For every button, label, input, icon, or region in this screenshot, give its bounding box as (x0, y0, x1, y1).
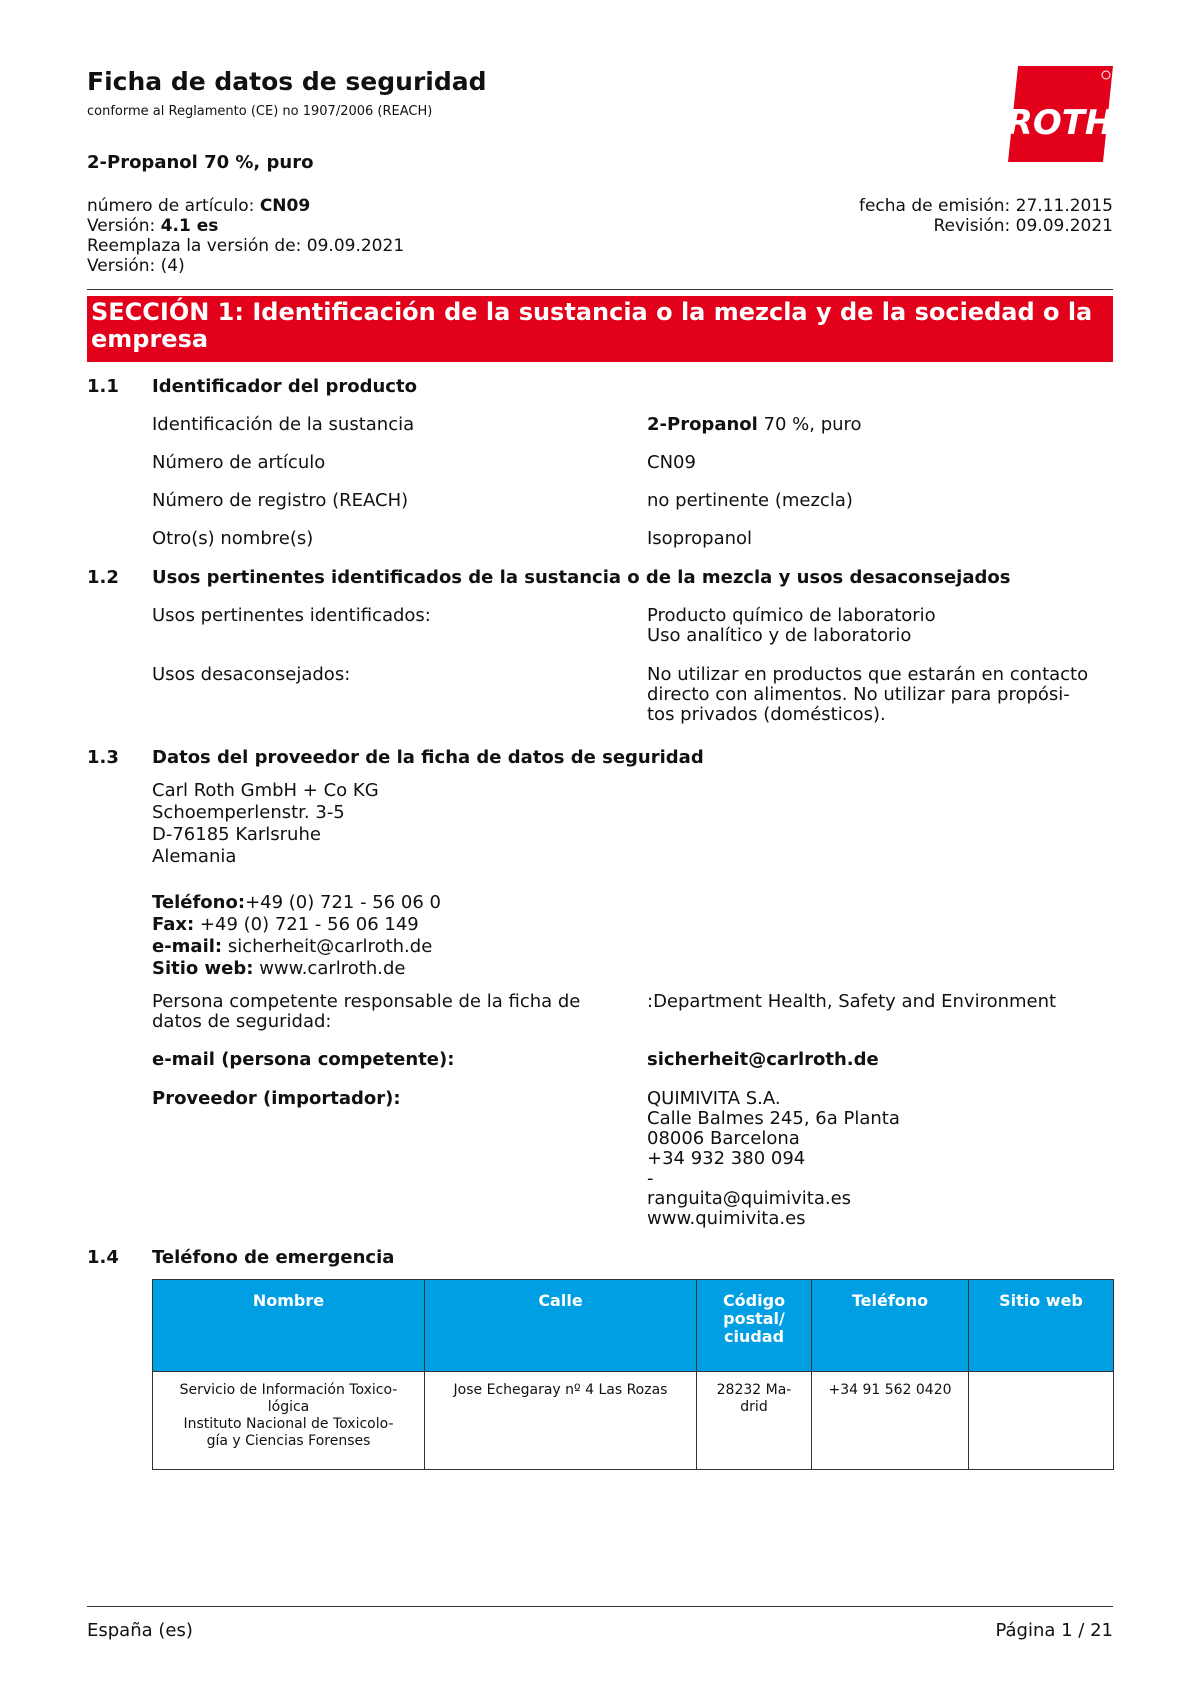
field-value: no pertinente (mezcla) (647, 490, 853, 511)
subsection-title: Usos pertinentes identificados de la sustancia o de la mezcla y usos desaconsejados (152, 567, 1011, 588)
cell-line: 28232 Ma- (716, 1382, 792, 1398)
subsection-title: Teléfono de emergencia (152, 1247, 395, 1268)
article-value: CN09 (259, 196, 311, 216)
uses-value (647, 606, 1117, 646)
misuse-line: No utilizar en productos que estarán en contacto (647, 664, 1089, 685)
substance-name: 2-Propanol (647, 414, 758, 435)
label-line: Persona competente responsable de la ficha de (152, 991, 581, 1012)
roth-logo (1008, 66, 1113, 162)
column-header: Nombre (153, 1280, 425, 1372)
uses-label: Usos pertinentes identificados: (152, 605, 431, 626)
field-label: Número de artículo (152, 452, 326, 473)
subsection-title: Datos del proveedor de la ficha de datos de seguridad (152, 747, 704, 768)
document-meta-right (859, 196, 1113, 236)
header-divider (87, 289, 1113, 290)
street: Schoemperlenstr. 3-5 (152, 802, 345, 823)
importer-line: +34 932 380 094 (647, 1148, 806, 1169)
table-cell-phone: +34 91 562 0420 (812, 1372, 969, 1470)
old-version: Versión: (4) (87, 256, 185, 276)
column-header: Código postal/ ciudad (697, 1280, 812, 1372)
email-competent-value[interactable]: sicherheit@carlroth.de (647, 1049, 879, 1070)
document-title: Ficha de datos de seguridad (87, 67, 487, 96)
table-cell-name (153, 1372, 425, 1470)
footer-divider (87, 1606, 1113, 1607)
city: D-76185 Karlsruhe (152, 824, 321, 845)
competent-person-value: :Department Health, Safety and Environment (647, 991, 1057, 1012)
cell-line: lógica (267, 1399, 310, 1415)
table-cell-web (969, 1372, 1114, 1470)
replaces-version: Reemplaza la versión de: 09.09.2021 (87, 236, 405, 256)
misuse-line: directo con alimentos. No utilizar para propósi- (647, 684, 1070, 705)
document-subtitle: conforme al Reglamento (CE) no 1907/2006 (REACH) (87, 104, 433, 119)
table-cell-postal (697, 1372, 812, 1470)
subsection-number: 1.1 (87, 376, 119, 397)
importer-line: 08006 Barcelona (647, 1128, 800, 1149)
issue-date: fecha de emisión: 27.11.2015 (858, 196, 1113, 216)
fax-value: +49 (0) 721 - 56 06 149 (194, 914, 419, 935)
competent-person-label (152, 992, 612, 1032)
misuse-label: Usos desaconsejados: (152, 664, 351, 685)
importer-line: Calle Balmes 245, 6a Planta (647, 1108, 900, 1129)
field-label: Otro(s) nombre(s) (152, 528, 314, 549)
column-header: Sitio web (969, 1280, 1114, 1372)
cell-line: Servicio de Información Toxico- (179, 1382, 398, 1398)
field-value (647, 415, 1117, 435)
country: Alemania (152, 846, 237, 867)
importer-line: QUIMIVITA S.A. (647, 1088, 781, 1109)
page-number: Página 1 / 21 (995, 1620, 1113, 1641)
cell-line: Instituto Nacional de Toxicolo- (183, 1416, 394, 1432)
column-header: Teléfono (812, 1280, 969, 1372)
field-value: Isopropanol (647, 528, 753, 549)
supplier-contact (152, 892, 441, 980)
subsection-number: 1.3 (87, 747, 119, 768)
product-name: 2-Propanol 70 %, puro (87, 152, 314, 173)
field-label: Número de registro (REACH) (152, 490, 409, 511)
subsection-number: 1.4 (87, 1247, 119, 1268)
importer-email[interactable]: ranguita@quimivita.es (647, 1188, 852, 1209)
subsection-title: Identificador del producto (152, 376, 417, 397)
subsection-number: 1.2 (87, 567, 119, 588)
supplier-address (152, 780, 379, 868)
uses-line: Producto químico de laboratorio (647, 605, 936, 626)
label-line: datos de seguridad: (152, 1011, 332, 1032)
field-value: CN09 (647, 452, 696, 473)
column-header: Calle (425, 1280, 697, 1372)
email-label: e-mail: (152, 936, 223, 957)
email-value[interactable]: sicherheit@carlroth.de (222, 936, 433, 957)
table-header-row (153, 1280, 1114, 1372)
cell-line: gía y Ciencias Forenses (206, 1433, 371, 1449)
importer-address (647, 1089, 1117, 1229)
misuse-line: tos privados (domésticos). (647, 704, 886, 725)
footer-country: España (es) (87, 1620, 193, 1641)
revision-date: Revisión: 09.09.2021 (933, 216, 1113, 236)
phone-value: +49 (0) 721 - 56 06 0 (245, 892, 441, 913)
importer-line: - (647, 1168, 654, 1189)
importer-website[interactable]: www.quimivita.es (647, 1208, 806, 1229)
table-cell-street: Jose Echegaray nº 4 Las Rozas (425, 1372, 697, 1470)
document-meta-left (87, 196, 404, 276)
logo-text: ROTH (1008, 103, 1113, 143)
emergency-table (152, 1279, 1114, 1470)
section-title: SECCIÓN 1: Identificación de la sustancia o la mezcla y de la sociedad o la empresa (91, 298, 1093, 353)
importer-label: Proveedor (importador): (152, 1088, 401, 1109)
article-label: número de artículo: (87, 196, 260, 216)
web-value[interactable]: www.carlroth.de (253, 958, 406, 979)
misuse-value (647, 665, 1117, 725)
phone-label: Teléfono: (152, 892, 246, 913)
cell-line: drid (740, 1399, 768, 1415)
uses-line: Uso analítico y de laboratorio (647, 625, 912, 646)
fax-label: Fax: (152, 914, 195, 935)
email-competent-label: e-mail (persona competente): (152, 1049, 455, 1070)
web-label: Sitio web: (152, 958, 254, 979)
field-label: Identificación de la sustancia (152, 414, 415, 435)
company-name: Carl Roth GmbH + Co KG (152, 780, 379, 801)
table-row (153, 1372, 1114, 1470)
version-value: 4.1 es (160, 216, 219, 236)
version-label: Versión: (87, 216, 161, 236)
substance-qualifier: 70 %, puro (757, 414, 862, 435)
